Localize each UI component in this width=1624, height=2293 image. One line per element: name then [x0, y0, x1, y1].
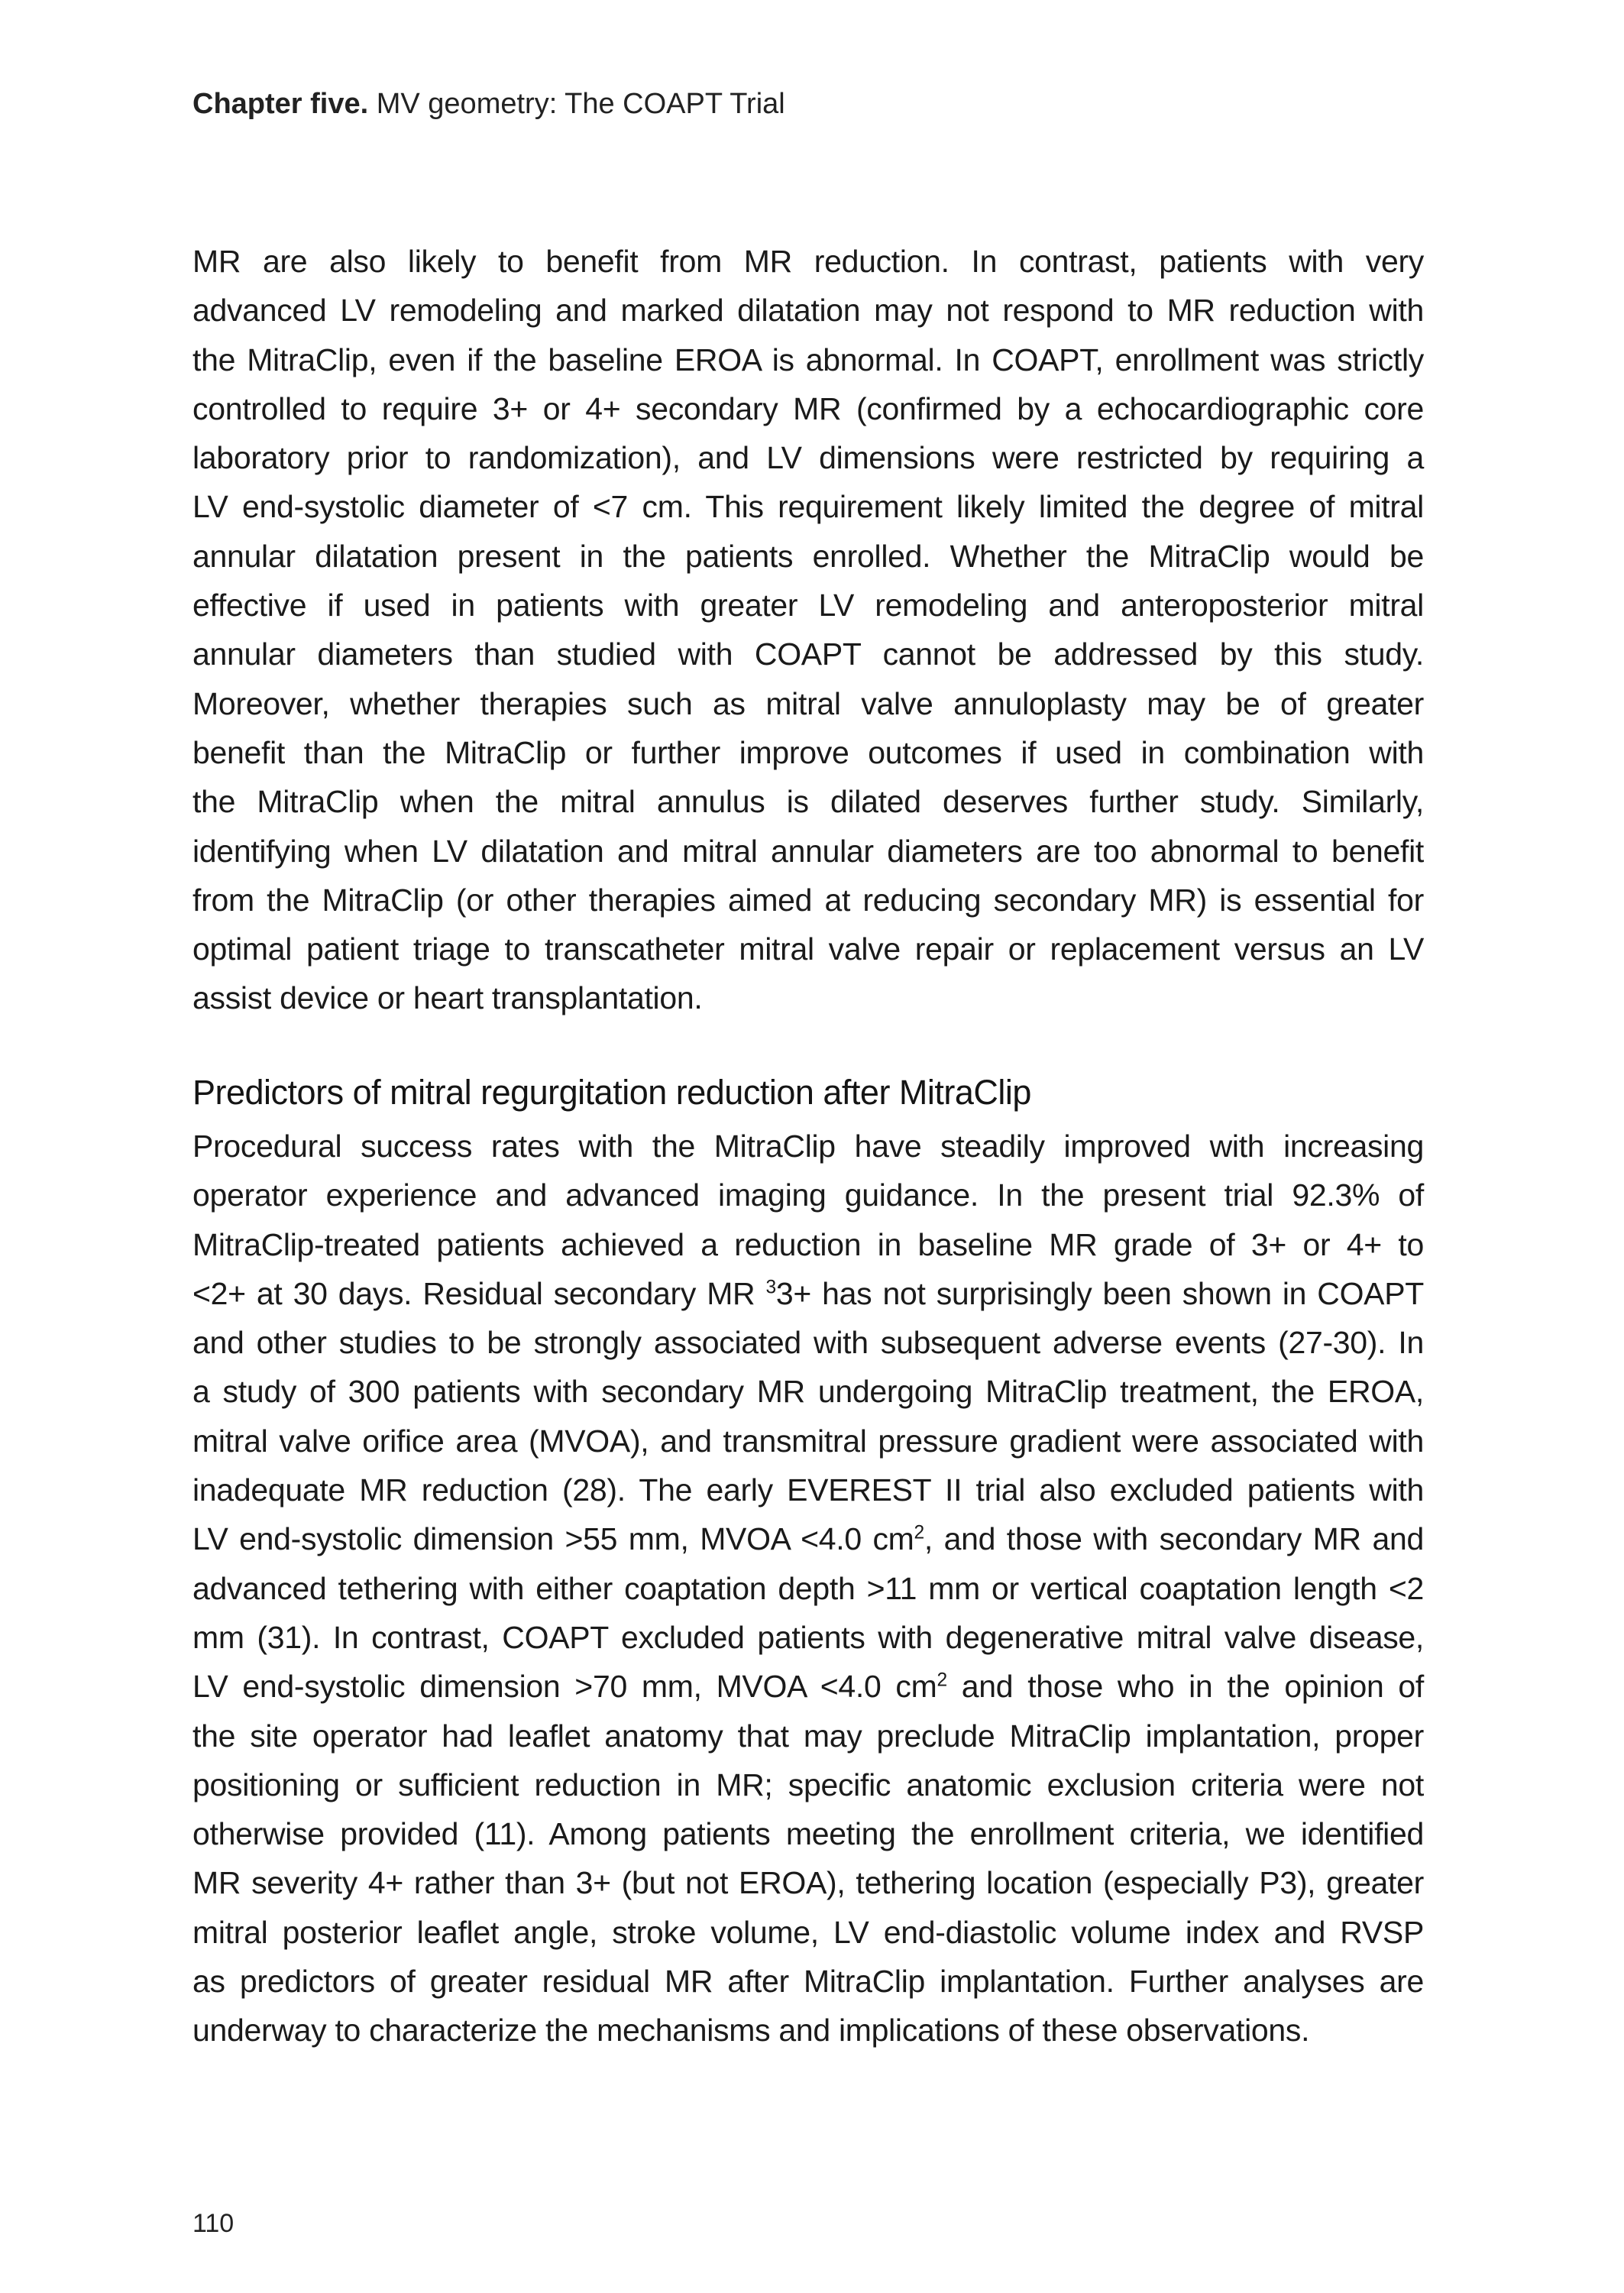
text-line: Moreover, whether therapies such as mitral valve annuloplasty may be of greater [192, 685, 1424, 721]
superscript: 2 [937, 1670, 947, 1691]
superscript: 3 [765, 1277, 776, 1298]
text-line: mitral posterior leaflet angle, stroke volume, LV end-diastolic volume index and RVSP [192, 1914, 1424, 1950]
text-line: and other studies to be strongly associated with subsequent adverse events (27-30). In [192, 1325, 1424, 1361]
text-line: a study of 300 patients with secondary MR undergoing MitraClip treatment, the EROA, [192, 1374, 1424, 1410]
text-line: the MitraClip when the mitral annulus is dilated deserves further study. Similarly, [192, 784, 1424, 820]
body-paragraph [192, 237, 1424, 1023]
text-line-with-superscript [192, 1662, 1424, 1711]
text-line: identifying when LV dilatation and mitral annular diameters are too abnormal to benefit [192, 833, 1424, 869]
text-line: MR are also likely to benefit from MR reduction. In contrast, patients with very [192, 244, 1424, 279]
body-paragraph [192, 1122, 1424, 2055]
text-line: the site operator had leaflet anatomy that may preclude MitraClip implantation, proper [192, 1718, 1424, 1754]
text-line: MitraClip-treated patients achieved a reduction in baseline MR grade of 3+ or 4+ to [192, 1226, 1424, 1262]
text-line: the MitraClip, even if the baseline EROA is abnormal. In COAPT, enrollment was strictly [192, 342, 1424, 377]
superscript: 2 [914, 1522, 924, 1543]
text-line: mm (31). In contrast, COAPT excluded patients with degenerative mitral valve disease, [192, 1619, 1424, 1655]
text-line: operator experience and advanced imaging guidance. In the present trial 92.3% of [192, 1177, 1424, 1213]
text-line: Procedural success rates with the MitraClip have steadily improved with increasing [192, 1129, 1424, 1164]
text-line-with-superscript [192, 1514, 1424, 1563]
text-line: positioning or sufficient reduction in MR; specific anatomic exclusion criteria were not [192, 1767, 1424, 1802]
text-line: controlled to require 3+ or 4+ secondary MR (confirmed by a echocardiographic core [192, 390, 1424, 426]
text-line: assist device or heart transplantation. [192, 980, 703, 1016]
text-line: as predictors of greater residual MR after MitraClip implantation. Further analyses are [192, 1964, 1424, 2000]
text-line: underway to characterize the mechanisms and implications of these observations. [192, 2013, 1310, 2048]
text-segment: LV end-systolic dimension >55 mm, MVOA <4.0 cm [192, 1521, 914, 1557]
paragraph-predictors [192, 1122, 1424, 2055]
paragraph-continuation [192, 237, 1424, 1023]
text-segment: , and those with secondary MR and [924, 1521, 1424, 1557]
text-line: benefit than the MitraClip or further improve outcomes if used in combination with [192, 734, 1424, 770]
text-line: annular dilatation present in the patients enrolled. Whether the MitraClip would be [192, 538, 1424, 574]
text-line: laboratory prior to randomization), and LV dimensions were restricted by requiring a [192, 440, 1424, 476]
text-line: optimal patient triage to transcatheter mitral valve repair or replacement versus an LV [192, 931, 1424, 967]
text-segment: 3+ has not surprisingly been shown in COAPT [775, 1275, 1424, 1311]
chapter-title: MV geometry: The COAPT Trial [376, 88, 785, 120]
text-segment: and those who in the opinion of [946, 1669, 1424, 1705]
chapter-label: Chapter five. [192, 88, 369, 120]
text-line: effective if used in patients with greater LV remodeling and anteroposterior mitral [192, 588, 1424, 623]
text-line: annular diameters than studied with COAPT cannot be addressed by this study. [192, 636, 1424, 672]
section-heading: Predictors of mitral regurgitation reduction after MitraClip [192, 1073, 1031, 1112]
text-segment: <2+ at 30 days. Residual secondary MR [192, 1275, 766, 1311]
text-line: LV end-systolic diameter of <7 cm. This requirement likely limited the degree of mitral [192, 489, 1424, 525]
text-segment: LV end-systolic dimension >70 mm, MVOA <4.0 cm [192, 1669, 937, 1705]
text-line: otherwise provided (11). Among patients meeting the enrollment criteria, we identified [192, 1816, 1424, 1852]
text-line: advanced tethering with either coaptation depth >11 mm or vertical coaptation length <2 [192, 1570, 1424, 1606]
text-line: advanced LV remodeling and marked dilatation may not respond to MR reduction with [192, 293, 1424, 329]
text-line: from the MitraClip (or other therapies aimed at reducing secondary MR) is essential for [192, 882, 1424, 918]
running-header [192, 86, 785, 122]
page-number: 110 [192, 2209, 235, 2238]
text-line: MR severity 4+ rather than 3+ (but not EROA), tethering location (especially P3), greater [192, 1865, 1424, 1901]
text-line: mitral valve orifice area (MVOA), and transmitral pressure gradient were associated with [192, 1423, 1424, 1459]
text-line: inadequate MR reduction (28). The early EVEREST II trial also excluded patients with [192, 1472, 1424, 1508]
text-line-with-superscript [192, 1269, 1424, 1318]
